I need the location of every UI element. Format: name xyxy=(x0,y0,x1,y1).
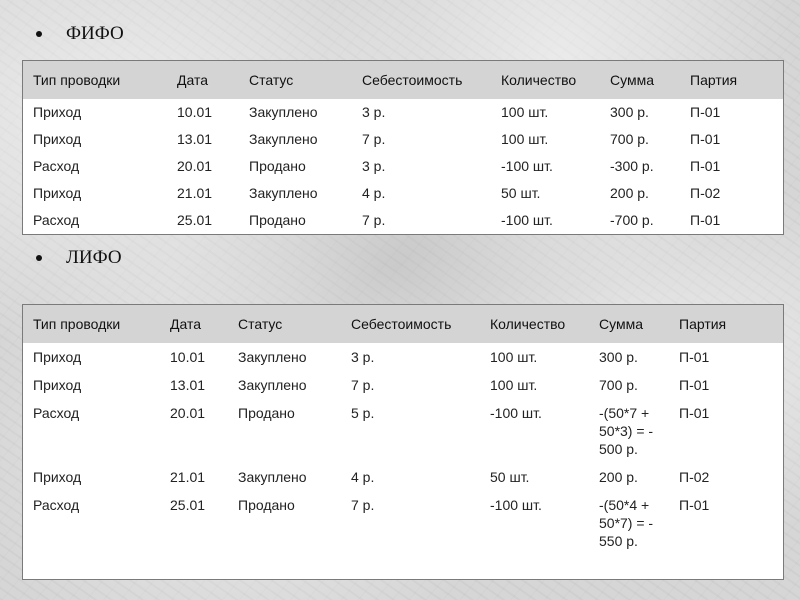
table-cell: П-01 xyxy=(690,212,721,228)
table-cell: Закуплено xyxy=(249,131,318,147)
table-cell: 21.01 xyxy=(170,469,206,485)
bullet-icon xyxy=(36,31,42,37)
column-header: Партия xyxy=(679,316,727,332)
table-cell: П-01 xyxy=(690,131,721,147)
column-header: Партия xyxy=(690,72,738,88)
column-header: Тип проводки xyxy=(33,72,121,88)
table-cell: 3 р. xyxy=(362,104,386,120)
table-cell: 100 шт. xyxy=(490,377,538,393)
table-cell: 25.01 xyxy=(177,212,213,228)
table-row-empty xyxy=(23,555,783,579)
table-row xyxy=(23,491,783,555)
table-cell: 4 р. xyxy=(351,469,375,485)
table-cell: 10.01 xyxy=(177,104,213,120)
table-cell: Закуплено xyxy=(249,104,318,120)
table-cell: -300 р. xyxy=(610,158,654,174)
table-cell: Закуплено xyxy=(249,185,318,201)
table-cell: 100 шт. xyxy=(501,104,549,120)
table-cell: 7 р. xyxy=(362,212,386,228)
fifo-table xyxy=(22,60,784,235)
table-cell: -100 шт. xyxy=(501,158,553,174)
table-cell: 200 р. xyxy=(599,469,638,485)
table-cell: Продано xyxy=(249,212,306,228)
table-row xyxy=(23,126,783,153)
table-cell: 100 шт. xyxy=(501,131,549,147)
table-header-row xyxy=(23,305,783,343)
table-row xyxy=(23,99,783,126)
table-cell: П-01 xyxy=(679,377,710,393)
table-cell: 13.01 xyxy=(177,131,213,147)
table-cell: П-01 xyxy=(679,405,710,421)
table-cell: Расход xyxy=(33,158,80,174)
table-row xyxy=(23,399,783,463)
table-cell: -(50*7 + 50*3) = - 500 р. xyxy=(599,405,654,457)
column-header: Количество xyxy=(490,316,566,332)
column-header: Дата xyxy=(177,72,209,88)
fifo-heading xyxy=(36,23,124,45)
column-header: Статус xyxy=(249,72,294,88)
column-header: Статус xyxy=(238,316,283,332)
table-cell: -(50*4 + 50*7) = - 550 р. xyxy=(599,497,654,549)
table-cell: -100 шт. xyxy=(490,497,542,513)
table-cell: 20.01 xyxy=(177,158,213,174)
table-cell: П-02 xyxy=(690,185,721,201)
table-cell: Приход xyxy=(33,104,82,120)
table-cell: П-01 xyxy=(690,158,721,174)
table-cell: 700 р. xyxy=(610,131,649,147)
table-cell: 300 р. xyxy=(610,104,649,120)
table-cell: Продано xyxy=(238,405,295,421)
table-cell: Приход xyxy=(33,185,82,201)
table-cell xyxy=(23,555,783,579)
column-header: Дата xyxy=(170,316,202,332)
lifo-heading xyxy=(36,247,122,269)
table-cell: 50 шт. xyxy=(501,185,541,201)
column-header: Сумма xyxy=(610,72,654,88)
table-cell: 7 р. xyxy=(351,377,375,393)
column-header: Себестоимость xyxy=(351,316,452,332)
table-cell: 10.01 xyxy=(170,349,206,365)
table-row xyxy=(23,463,783,491)
column-header: Количество xyxy=(501,72,577,88)
table-cell: 20.01 xyxy=(170,405,206,421)
table-cell: Приход xyxy=(33,349,82,365)
column-header: Тип проводки xyxy=(33,316,121,332)
table-cell: 700 р. xyxy=(599,377,638,393)
table-cell: 4 р. xyxy=(362,185,386,201)
column-header: Сумма xyxy=(599,316,643,332)
table-cell: Приход xyxy=(33,131,82,147)
table-cell: 50 шт. xyxy=(490,469,530,485)
lifo-title: ЛИФО xyxy=(66,247,122,268)
table-cell: 300 р. xyxy=(599,349,638,365)
table-row xyxy=(23,343,783,371)
table-cell: Продано xyxy=(238,497,295,513)
table-header-row xyxy=(23,61,783,99)
table-cell: Расход xyxy=(33,405,80,421)
table-row xyxy=(23,207,783,234)
table-cell: Приход xyxy=(33,469,82,485)
table-cell: 100 шт. xyxy=(490,349,538,365)
table-cell: 3 р. xyxy=(351,349,375,365)
table-row xyxy=(23,153,783,180)
table-row xyxy=(23,371,783,399)
table-cell: Закуплено xyxy=(238,349,307,365)
lifo-table xyxy=(22,304,784,580)
table-cell: Закуплено xyxy=(238,469,307,485)
table-cell: 7 р. xyxy=(351,497,375,513)
table-cell: П-02 xyxy=(679,469,710,485)
table-cell: -100 шт. xyxy=(501,212,553,228)
table-row xyxy=(23,180,783,207)
table-cell: Расход xyxy=(33,497,80,513)
fifo-title: ФИФО xyxy=(66,23,124,44)
table-cell: 7 р. xyxy=(362,131,386,147)
bullet-icon xyxy=(36,255,42,261)
table-cell: 3 р. xyxy=(362,158,386,174)
table-cell: 13.01 xyxy=(170,377,206,393)
table-cell: Приход xyxy=(33,377,82,393)
table-cell: 25.01 xyxy=(170,497,206,513)
table-cell: Закуплено xyxy=(238,377,307,393)
table-cell: 5 р. xyxy=(351,405,375,421)
table-cell: П-01 xyxy=(679,349,710,365)
table-cell: Продано xyxy=(249,158,306,174)
table-cell: -100 шт. xyxy=(490,405,542,421)
table-cell: 200 р. xyxy=(610,185,649,201)
table-cell: П-01 xyxy=(679,497,710,513)
table-cell: Расход xyxy=(33,212,80,228)
table-cell: -700 р. xyxy=(610,212,654,228)
column-header: Себестоимость xyxy=(362,72,463,88)
table-cell: 21.01 xyxy=(177,185,213,201)
table-cell: П-01 xyxy=(690,104,721,120)
